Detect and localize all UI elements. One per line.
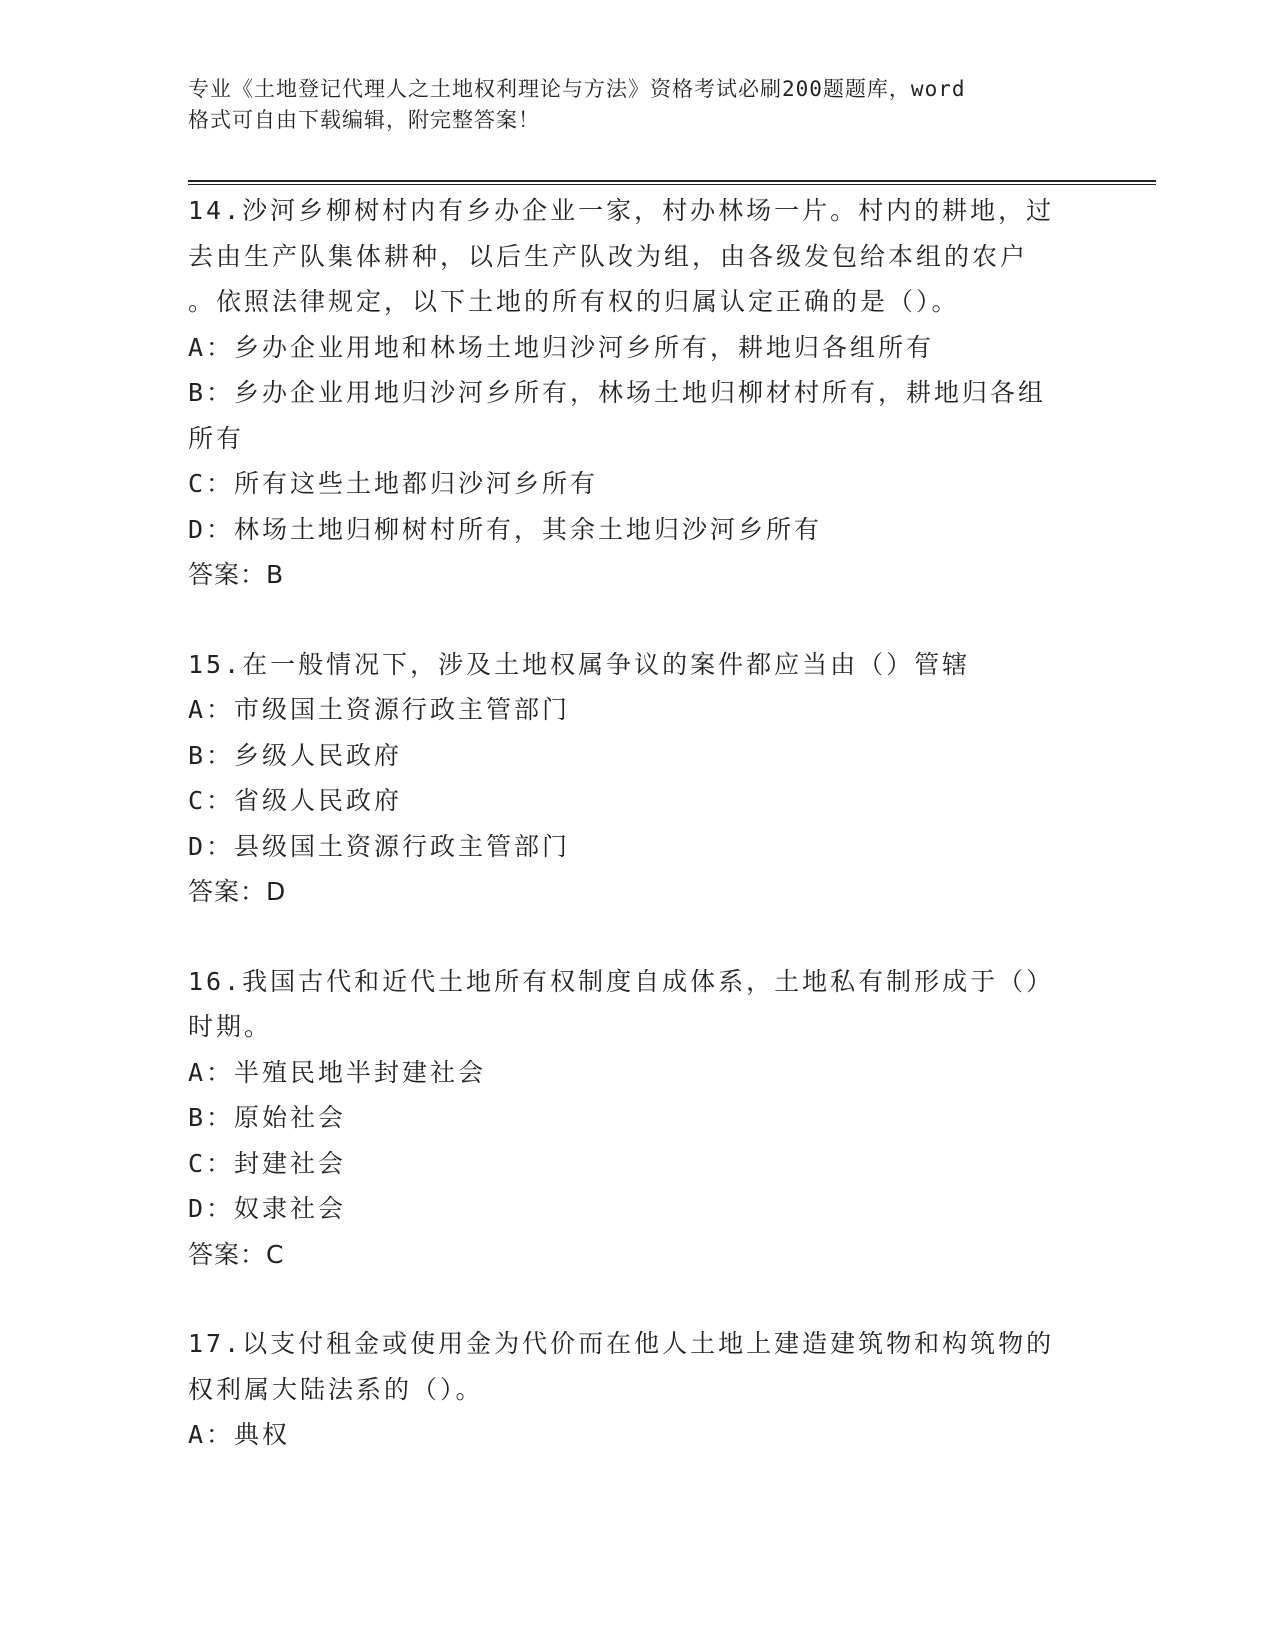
option-a: A：典权 (188, 1420, 291, 1449)
document-header (188, 74, 1068, 136)
option-d: D：奴隶社会 (188, 1194, 347, 1223)
question-stem-line: 14.沙河乡柳树村内有乡办企业一家，村办林场一片。村内的耕地，过 (188, 196, 1055, 225)
option-b: B：原始社会 (188, 1103, 347, 1132)
question-stem-line: 15.在一般情况下，涉及土地权属争议的案件都应当由（）管辖 (188, 649, 971, 679)
option-a: A：乡办企业用地和林场土地归沙河乡所有，耕地归各组所有 (188, 332, 935, 362)
option-b-continued: 所有 (188, 423, 245, 453)
answer-label: 答案：D (188, 877, 287, 906)
option-b: B：乡办企业用地归沙河乡所有，林场土地归柳材村所有，耕地归各组 (188, 378, 1047, 407)
question-stem-line: 去由生产队集体耕种，以后生产队改为组，由各级发包给本组的农户 (188, 241, 1029, 271)
option-b: B：乡级人民政府 (188, 740, 403, 770)
option-a: A：市级国土资源行政主管部门 (188, 695, 571, 724)
question-16 (188, 959, 1088, 1278)
option-c: C：所有这些土地都归沙河乡所有 (188, 469, 599, 498)
question-14 (188, 188, 1088, 598)
answer-label: 答案：B (188, 560, 285, 589)
option-d: D：林场土地归柳树村所有，其余土地归沙河乡所有 (188, 514, 823, 544)
option-d: D：县级国土资源行政主管部门 (188, 831, 571, 861)
divider-thick-line (188, 180, 1156, 182)
question-stem-line: 权利属大陆法系的（）。 (188, 1374, 484, 1404)
header-divider (188, 180, 1156, 185)
question-stem-line: 时期。 (188, 1012, 273, 1041)
question-15 (188, 642, 1088, 915)
answer-label: 答案：C (188, 1239, 285, 1269)
option-c: C：封建社会 (188, 1148, 347, 1178)
question-stem-line: 16.我国古代和近代土地所有权制度自成体系，土地私有制形成于（） (188, 966, 1055, 996)
option-c: C：省级人民政府 (188, 786, 403, 815)
header-line-1: 专业《土地登记代理人之土地权利理论与方法》资格考试必刷200题题库，word (188, 77, 966, 101)
header-line-2: 格式可自由下载编辑，附完整答案！ (188, 108, 540, 132)
question-stem-line: 17.以支付租金或使用金为代价而在他人土地上建造建筑物和构筑物的 (188, 1329, 1055, 1358)
question-stem-line: 。依照法律规定，以下土地的所有权的归属认定正确的是（）。 (188, 287, 960, 316)
question-17 (188, 1321, 1088, 1458)
question-list (188, 188, 1088, 1502)
divider-thin-line (188, 184, 1156, 185)
option-a: A：半殖民地半封建社会 (188, 1057, 487, 1087)
